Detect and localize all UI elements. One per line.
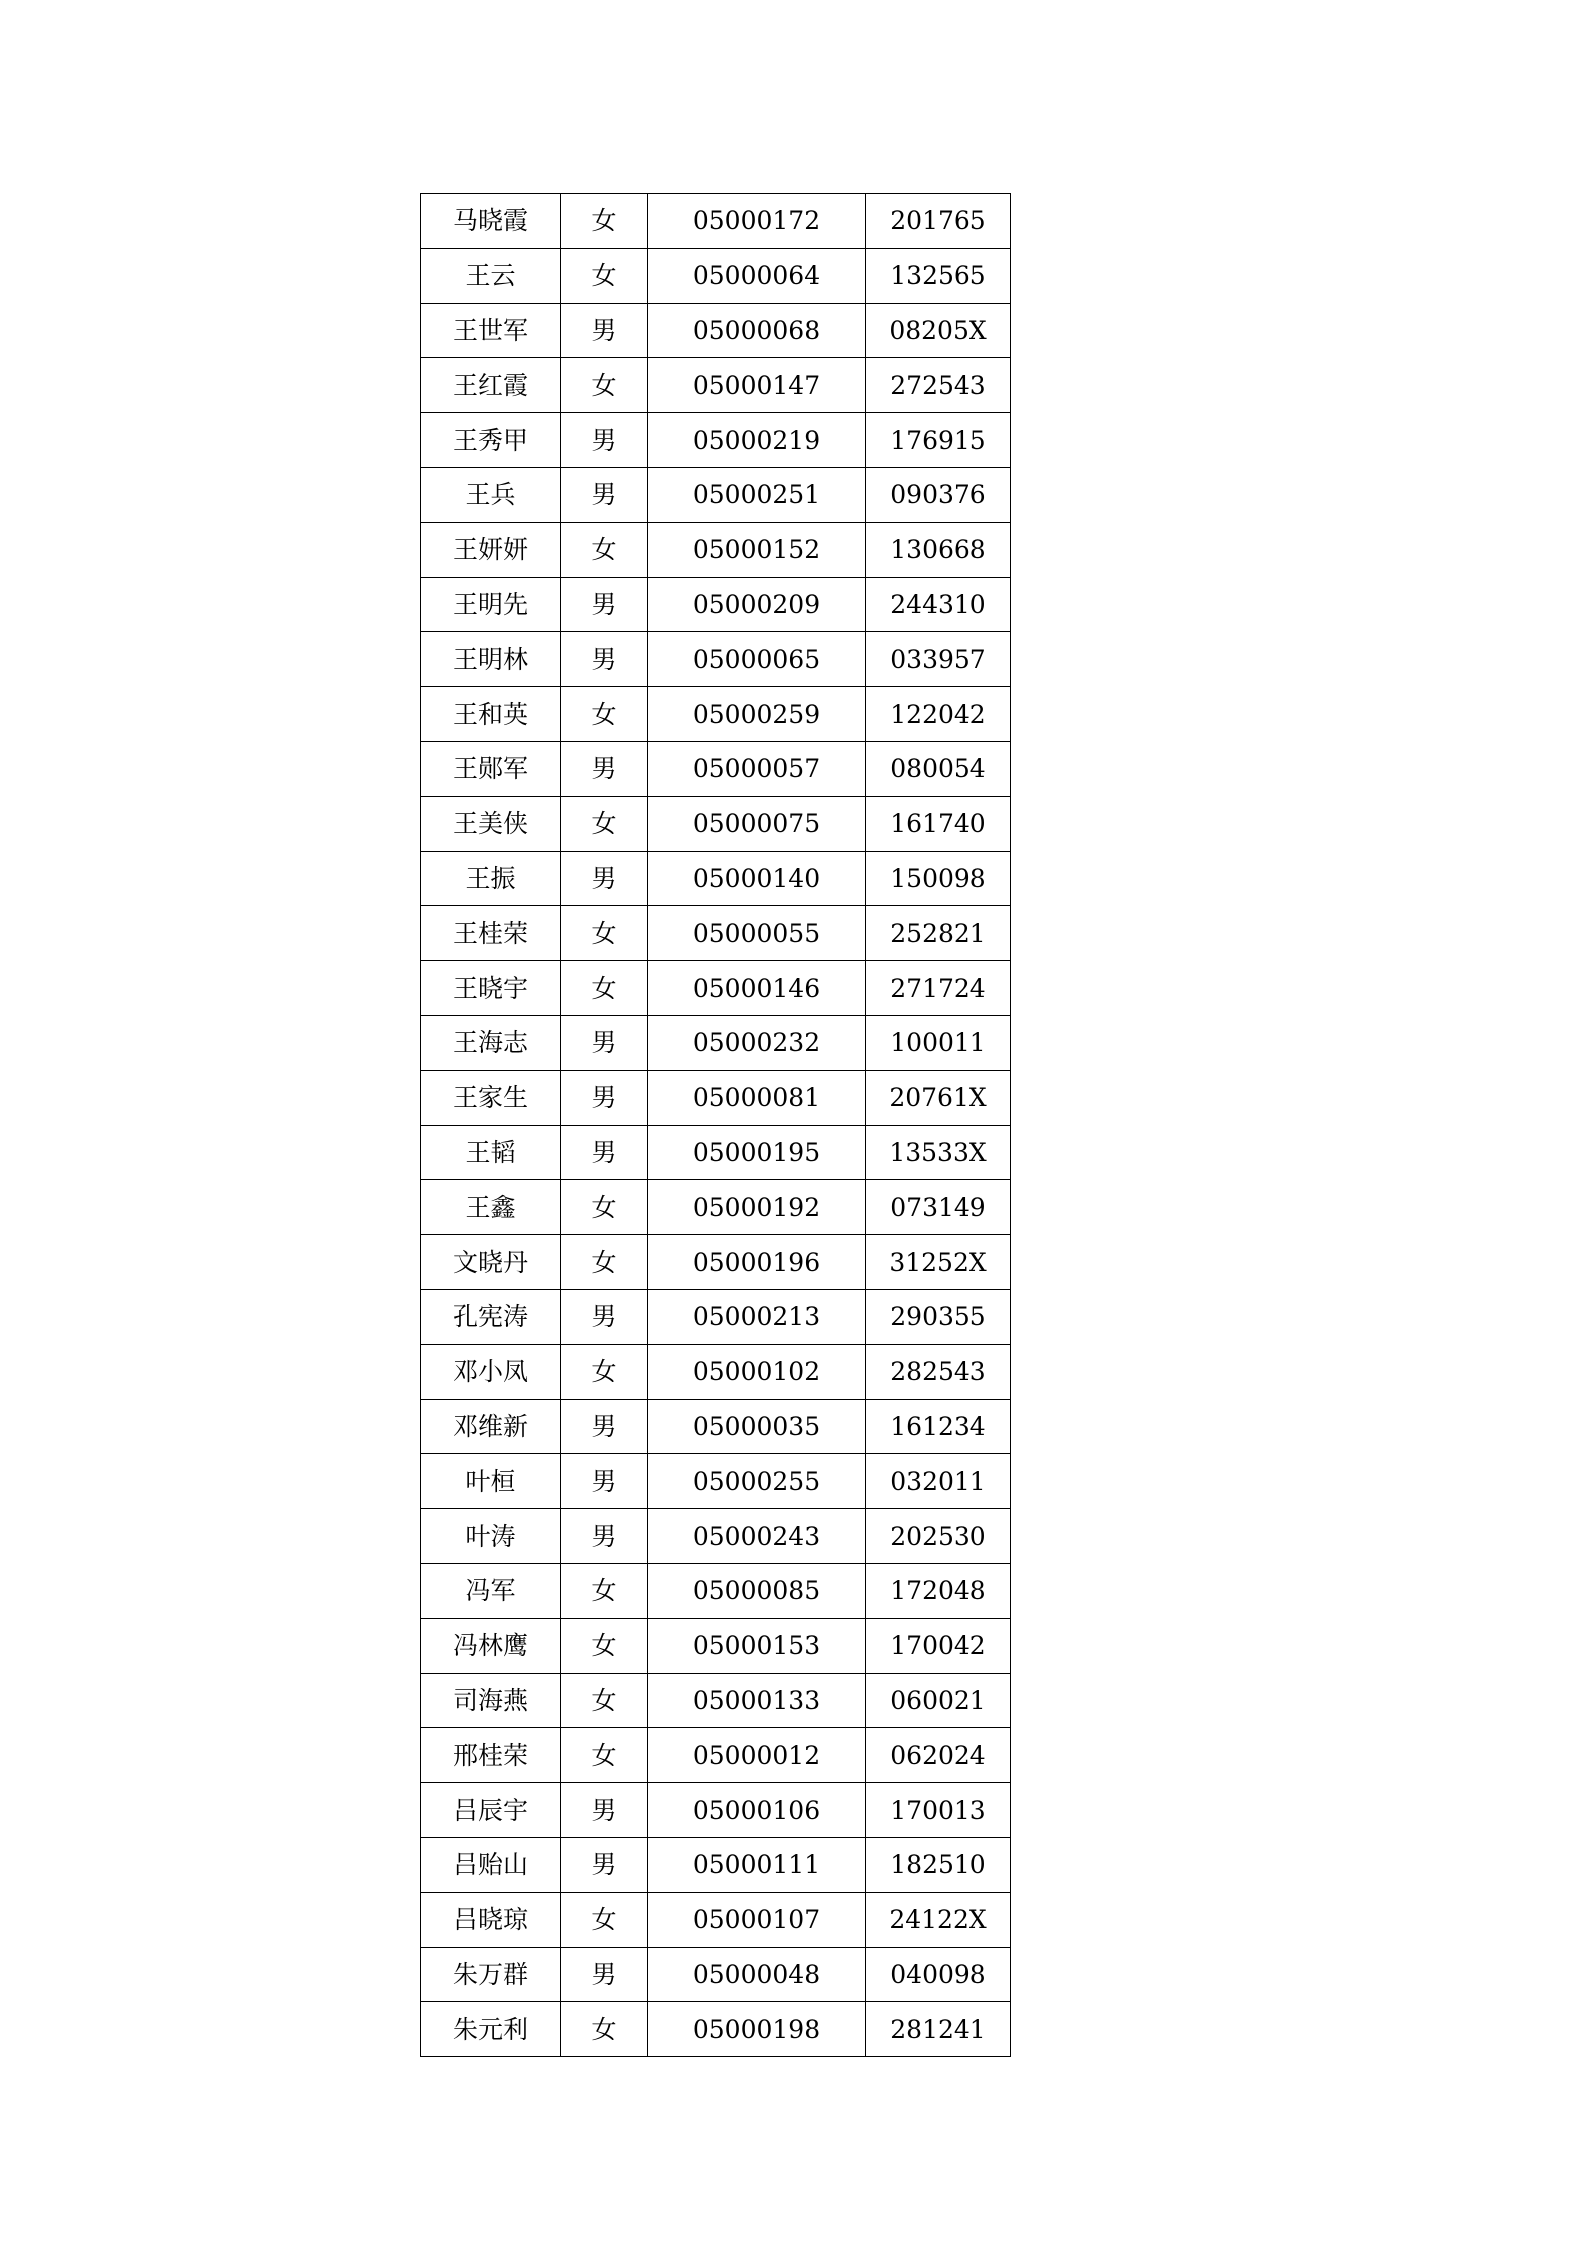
cell-name: 王美侠 [421, 796, 561, 851]
cell-id-number: 05000068 [648, 303, 866, 358]
cell-id-number: 05000213 [648, 1289, 866, 1344]
table-row [421, 632, 1011, 687]
roster-table-body [421, 194, 1011, 2057]
cell-id-number: 05000243 [648, 1509, 866, 1564]
cell-code: 032011 [866, 1454, 1011, 1509]
cell-code: 201765 [866, 194, 1011, 249]
cell-gender: 女 [561, 1235, 648, 1290]
table-row [421, 1618, 1011, 1673]
cell-gender: 女 [561, 1563, 648, 1618]
cell-gender: 男 [561, 1509, 648, 1564]
cell-code: 040098 [866, 1947, 1011, 2002]
table-row [421, 1235, 1011, 1290]
cell-name: 邓维新 [421, 1399, 561, 1454]
cell-id-number: 05000057 [648, 741, 866, 796]
cell-gender: 女 [561, 906, 648, 961]
cell-name: 王明先 [421, 577, 561, 632]
cell-code: 060021 [866, 1673, 1011, 1728]
table-row [421, 2002, 1011, 2057]
cell-name: 王云 [421, 248, 561, 303]
cell-gender: 男 [561, 851, 648, 906]
cell-name: 王郧军 [421, 741, 561, 796]
table-row [421, 1837, 1011, 1892]
cell-id-number: 05000192 [648, 1180, 866, 1235]
cell-gender: 男 [561, 1837, 648, 1892]
cell-gender: 男 [561, 1947, 648, 2002]
cell-code: 080054 [866, 741, 1011, 796]
table-row [421, 1289, 1011, 1344]
cell-code: 08205X [866, 303, 1011, 358]
table-row [421, 1563, 1011, 1618]
cell-name: 王海志 [421, 1015, 561, 1070]
cell-gender: 女 [561, 1180, 648, 1235]
cell-gender: 男 [561, 1289, 648, 1344]
cell-code: 244310 [866, 577, 1011, 632]
cell-name: 吕晓琼 [421, 1892, 561, 1947]
cell-id-number: 05000111 [648, 1837, 866, 1892]
cell-gender: 女 [561, 1673, 648, 1728]
cell-name: 吕辰宇 [421, 1783, 561, 1838]
cell-gender: 男 [561, 1399, 648, 1454]
table-row [421, 1892, 1011, 1947]
cell-gender: 男 [561, 467, 648, 522]
table-row [421, 1728, 1011, 1783]
cell-code: 090376 [866, 467, 1011, 522]
cell-name: 王秀甲 [421, 413, 561, 468]
cell-gender: 男 [561, 413, 648, 468]
table-row [421, 1344, 1011, 1399]
cell-gender: 女 [561, 1344, 648, 1399]
cell-id-number: 05000012 [648, 1728, 866, 1783]
cell-name: 司海燕 [421, 1673, 561, 1728]
cell-gender: 男 [561, 303, 648, 358]
cell-gender: 男 [561, 1454, 648, 1509]
cell-gender: 女 [561, 1728, 648, 1783]
cell-gender: 女 [561, 1892, 648, 1947]
cell-gender: 女 [561, 248, 648, 303]
cell-id-number: 05000232 [648, 1015, 866, 1070]
cell-name: 邢桂荣 [421, 1728, 561, 1783]
cell-id-number: 05000106 [648, 1783, 866, 1838]
cell-name: 孔宪涛 [421, 1289, 561, 1344]
table-row [421, 796, 1011, 851]
table-row [421, 1673, 1011, 1728]
cell-name: 冯军 [421, 1563, 561, 1618]
cell-name: 王鑫 [421, 1180, 561, 1235]
cell-id-number: 05000133 [648, 1673, 866, 1728]
cell-gender: 男 [561, 1783, 648, 1838]
cell-gender: 女 [561, 1618, 648, 1673]
table-row [421, 248, 1011, 303]
cell-name: 王世军 [421, 303, 561, 358]
cell-name: 王和英 [421, 687, 561, 742]
table-row [421, 741, 1011, 796]
cell-code: 122042 [866, 687, 1011, 742]
table-row [421, 687, 1011, 742]
cell-code: 172048 [866, 1563, 1011, 1618]
cell-code: 132565 [866, 248, 1011, 303]
cell-name: 邓小凤 [421, 1344, 561, 1399]
cell-code: 033957 [866, 632, 1011, 687]
cell-gender: 男 [561, 741, 648, 796]
cell-id-number: 05000147 [648, 358, 866, 413]
cell-name: 王韬 [421, 1125, 561, 1180]
table-row [421, 358, 1011, 413]
cell-code: 290355 [866, 1289, 1011, 1344]
table-row [421, 1399, 1011, 1454]
cell-gender: 女 [561, 194, 648, 249]
table-row [421, 1509, 1011, 1564]
cell-id-number: 05000048 [648, 1947, 866, 2002]
cell-gender: 男 [561, 577, 648, 632]
cell-id-number: 05000195 [648, 1125, 866, 1180]
table-row [421, 1125, 1011, 1180]
cell-gender: 女 [561, 522, 648, 577]
cell-code: 130668 [866, 522, 1011, 577]
cell-name: 叶桓 [421, 1454, 561, 1509]
cell-name: 王兵 [421, 467, 561, 522]
cell-name: 王桂荣 [421, 906, 561, 961]
cell-code: 202530 [866, 1509, 1011, 1564]
table-row [421, 961, 1011, 1016]
table-row [421, 1947, 1011, 2002]
cell-id-number: 05000065 [648, 632, 866, 687]
cell-code: 161234 [866, 1399, 1011, 1454]
table-row [421, 467, 1011, 522]
cell-gender: 男 [561, 1125, 648, 1180]
table-row [421, 1015, 1011, 1070]
table-row [421, 906, 1011, 961]
cell-name: 王晓宇 [421, 961, 561, 1016]
cell-id-number: 05000064 [648, 248, 866, 303]
cell-gender: 女 [561, 687, 648, 742]
cell-name: 王妍妍 [421, 522, 561, 577]
cell-id-number: 05000255 [648, 1454, 866, 1509]
cell-id-number: 05000209 [648, 577, 866, 632]
cell-id-number: 05000081 [648, 1070, 866, 1125]
cell-id-number: 05000146 [648, 961, 866, 1016]
cell-name: 吕贻山 [421, 1837, 561, 1892]
table-row [421, 1180, 1011, 1235]
cell-id-number: 05000055 [648, 906, 866, 961]
cell-id-number: 05000102 [648, 1344, 866, 1399]
cell-name: 朱万群 [421, 1947, 561, 2002]
cell-id-number: 05000085 [648, 1563, 866, 1618]
table-row [421, 194, 1011, 249]
cell-gender: 女 [561, 796, 648, 851]
cell-code: 272543 [866, 358, 1011, 413]
cell-gender: 女 [561, 358, 648, 413]
cell-name: 王家生 [421, 1070, 561, 1125]
cell-code: 170013 [866, 1783, 1011, 1838]
cell-name: 叶涛 [421, 1509, 561, 1564]
cell-code: 281241 [866, 2002, 1011, 2057]
cell-id-number: 05000107 [648, 1892, 866, 1947]
table-row [421, 303, 1011, 358]
cell-id-number: 05000196 [648, 1235, 866, 1290]
cell-code: 182510 [866, 1837, 1011, 1892]
cell-gender: 男 [561, 1015, 648, 1070]
cell-code: 13533X [866, 1125, 1011, 1180]
cell-code: 176915 [866, 413, 1011, 468]
table-row [421, 522, 1011, 577]
cell-name: 王明林 [421, 632, 561, 687]
cell-gender: 男 [561, 1070, 648, 1125]
cell-code: 100011 [866, 1015, 1011, 1070]
table-row [421, 413, 1011, 468]
cell-id-number: 05000152 [648, 522, 866, 577]
cell-name: 冯林鹰 [421, 1618, 561, 1673]
cell-name: 王振 [421, 851, 561, 906]
cell-id-number: 05000140 [648, 851, 866, 906]
cell-code: 271724 [866, 961, 1011, 1016]
cell-id-number: 05000153 [648, 1618, 866, 1673]
cell-gender: 女 [561, 961, 648, 1016]
cell-id-number: 05000172 [648, 194, 866, 249]
table-row [421, 851, 1011, 906]
roster-table [420, 193, 1011, 2057]
cell-id-number: 05000075 [648, 796, 866, 851]
cell-code: 252821 [866, 906, 1011, 961]
cell-id-number: 05000198 [648, 2002, 866, 2057]
cell-name: 朱元利 [421, 2002, 561, 2057]
cell-code: 073149 [866, 1180, 1011, 1235]
cell-id-number: 05000219 [648, 413, 866, 468]
cell-gender: 女 [561, 2002, 648, 2057]
cell-gender: 男 [561, 632, 648, 687]
cell-id-number: 05000259 [648, 687, 866, 742]
table-row [421, 1070, 1011, 1125]
cell-name: 马晓霞 [421, 194, 561, 249]
table-row [421, 1454, 1011, 1509]
cell-code: 161740 [866, 796, 1011, 851]
cell-code: 170042 [866, 1618, 1011, 1673]
cell-id-number: 05000251 [648, 467, 866, 522]
cell-code: 20761X [866, 1070, 1011, 1125]
table-row [421, 1783, 1011, 1838]
cell-name: 王红霞 [421, 358, 561, 413]
cell-code: 31252X [866, 1235, 1011, 1290]
cell-code: 150098 [866, 851, 1011, 906]
cell-name: 文晓丹 [421, 1235, 561, 1290]
cell-code: 282543 [866, 1344, 1011, 1399]
cell-code: 062024 [866, 1728, 1011, 1783]
table-row [421, 577, 1011, 632]
cell-id-number: 05000035 [648, 1399, 866, 1454]
cell-code: 24122X [866, 1892, 1011, 1947]
